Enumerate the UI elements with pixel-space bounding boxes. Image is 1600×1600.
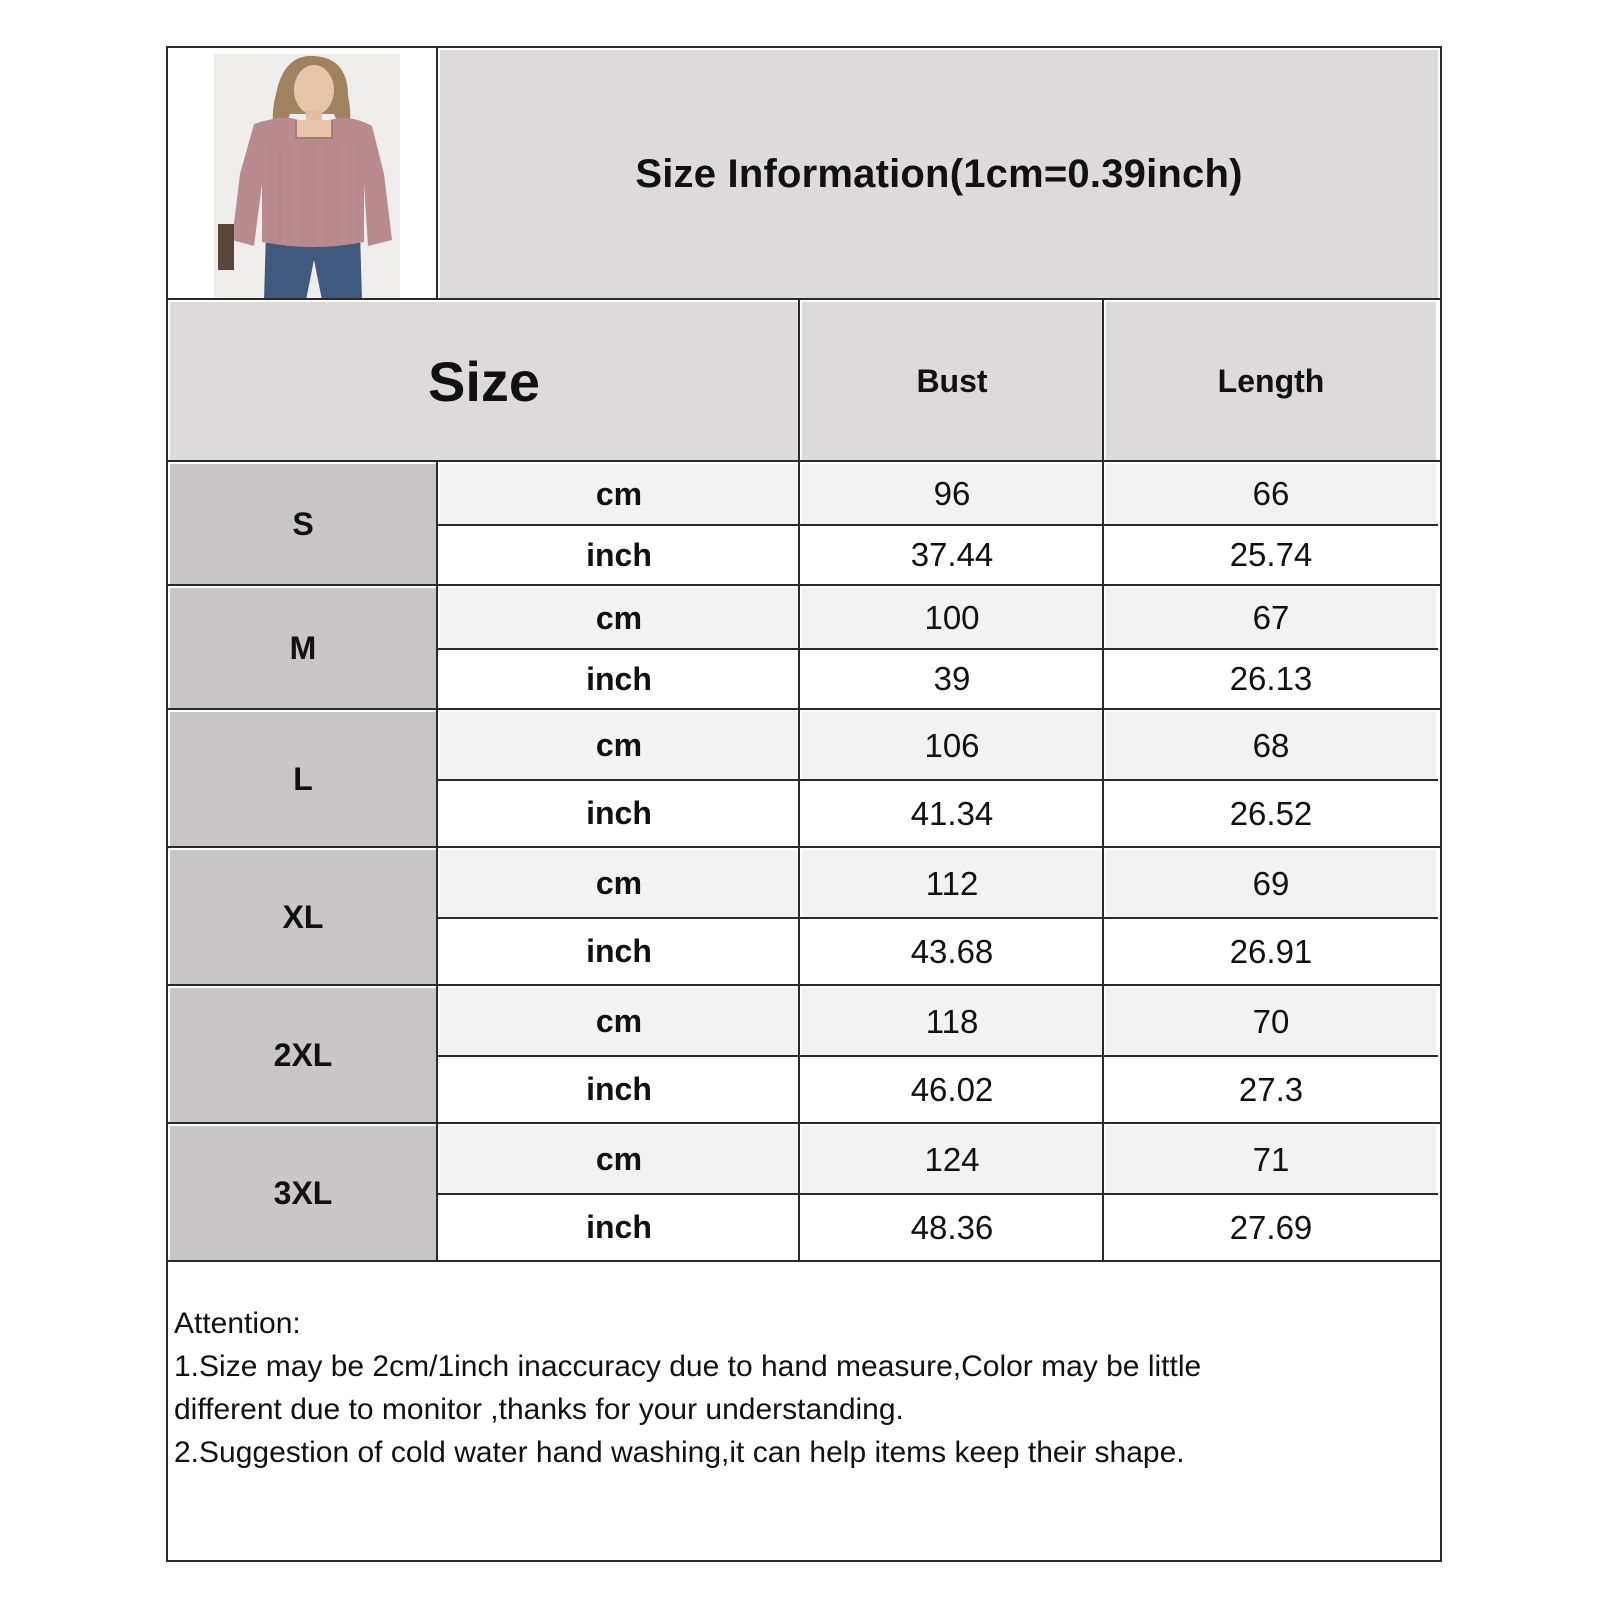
unit-cell-text: inch <box>586 795 652 831</box>
size-label-cell <box>170 850 436 984</box>
bust-column-header <box>802 302 1102 460</box>
group-divider <box>168 1260 1440 1262</box>
row-divider <box>438 524 1438 526</box>
notes-line-1: 1.Size may be 2cm/1inch inaccuracy due to hand measure,Color may be little <box>174 1350 1202 1383</box>
bust-cell-inch <box>802 1195 1102 1260</box>
row-divider <box>438 648 1438 650</box>
length-cell-inch <box>1106 1195 1436 1260</box>
size-header-label: Size <box>427 349 541 413</box>
length-cell-cm <box>1106 464 1436 524</box>
size-label: M <box>289 629 317 666</box>
size-label-cell <box>170 1126 436 1260</box>
unit-cell-text: cm <box>595 1141 643 1177</box>
unit-cell-text: cm <box>595 727 643 763</box>
unit-cell-text: cm <box>595 865 643 901</box>
bust-cell-text: 43.68 <box>910 932 994 970</box>
group-divider <box>168 708 1440 710</box>
length-cell-inch <box>1106 781 1436 846</box>
bust-cell-cm <box>802 464 1102 524</box>
length-cell-text: 27.69 <box>1229 1208 1313 1246</box>
unit-cell-text: inch <box>586 1071 652 1107</box>
unit-cell-text: inch <box>586 1209 652 1245</box>
length-cell-text: 26.52 <box>1229 794 1313 832</box>
unit-cell-inch <box>440 526 798 584</box>
length-cell-cm <box>1106 988 1436 1055</box>
length-header-label: Length <box>1217 362 1325 399</box>
length-cell-inch <box>1106 1057 1436 1122</box>
unit-cell-text: cm <box>595 1003 643 1039</box>
unit-cell-inch <box>440 781 798 846</box>
group-divider <box>168 584 1440 586</box>
bust-cell-inch <box>802 650 1102 708</box>
size-label: L <box>293 760 313 797</box>
bust-cell-cm <box>802 588 1102 648</box>
length-cell-cm <box>1106 588 1436 648</box>
length-cell-text: 27.3 <box>1238 1070 1304 1108</box>
bust-cell-cm <box>802 850 1102 917</box>
size-col-divider <box>436 462 438 1262</box>
bust-cell-inch <box>802 781 1102 846</box>
length-cell-inch <box>1106 919 1436 984</box>
unit-cell-text: inch <box>586 536 652 573</box>
row-divider <box>438 1193 1438 1195</box>
bust-cell-text: 112 <box>925 864 979 902</box>
size-column-header <box>170 302 798 460</box>
length-cell-text: 26.91 <box>1229 932 1313 970</box>
group-divider <box>168 846 1440 848</box>
length-cell-text: 70 <box>1252 1002 1290 1040</box>
bust-cell-inch <box>802 1057 1102 1122</box>
length-cell-inch <box>1106 650 1436 708</box>
size-info-header <box>440 50 1438 298</box>
header-divider <box>168 298 1440 300</box>
length-column-header <box>1106 302 1436 460</box>
length-cell-cm <box>1106 850 1436 917</box>
length-cell-cm <box>1106 712 1436 779</box>
bust-cell-text: 48.36 <box>910 1208 994 1246</box>
bust-cell-text: 100 <box>924 599 980 636</box>
unit-col-divider <box>798 300 800 1262</box>
notes-line-2: different due to monitor ,thanks for your understanding. <box>174 1393 904 1426</box>
bust-header-label: Bust <box>916 362 988 399</box>
unit-cell-text: inch <box>586 933 652 969</box>
bust-cell-text: 118 <box>925 1002 979 1040</box>
unit-cell-cm <box>440 588 798 648</box>
unit-cell-text: cm <box>595 599 643 636</box>
bust-cell-text: 96 <box>933 475 971 512</box>
unit-cell-cm <box>440 464 798 524</box>
unit-cell-text: inch <box>586 660 652 697</box>
row-divider <box>438 779 1438 781</box>
length-cell-inch <box>1106 526 1436 584</box>
size-label-cell <box>170 988 436 1122</box>
size-info-title: Size Information(1cm=0.39inch) <box>635 151 1243 196</box>
size-label: S <box>292 505 314 542</box>
bust-cell-cm <box>802 712 1102 779</box>
size-label: 3XL <box>273 1174 333 1211</box>
bust-cell-text: 41.34 <box>910 794 994 832</box>
unit-cell-cm <box>440 1126 798 1193</box>
column-header-divider <box>168 460 1440 462</box>
length-cell-text: 66 <box>1252 475 1290 512</box>
size-chart <box>166 46 1442 1562</box>
unit-cell-cm <box>440 988 798 1055</box>
bust-cell-inch <box>802 919 1102 984</box>
length-cell-text: 25.74 <box>1229 536 1313 573</box>
bust-cell-inch <box>802 526 1102 584</box>
photo-divider <box>436 48 438 300</box>
bust-col-divider <box>1102 300 1104 1262</box>
group-divider <box>168 1122 1440 1124</box>
length-cell-text: 69 <box>1252 864 1290 902</box>
unit-cell-inch <box>440 1195 798 1260</box>
size-label: 2XL <box>273 1036 333 1073</box>
size-label-cell <box>170 464 436 584</box>
length-cell-text: 26.13 <box>1229 660 1313 697</box>
unit-cell-inch <box>440 1057 798 1122</box>
unit-cell-inch <box>440 919 798 984</box>
size-label-cell <box>170 588 436 708</box>
bust-cell-text: 39 <box>933 660 971 697</box>
length-cell-text: 67 <box>1252 599 1290 636</box>
unit-cell-inch <box>440 650 798 708</box>
unit-cell-text: cm <box>595 475 643 512</box>
bust-cell-cm <box>802 988 1102 1055</box>
unit-cell-cm <box>440 850 798 917</box>
size-label: XL <box>282 898 324 935</box>
length-cell-text: 71 <box>1252 1140 1290 1178</box>
bust-cell-text: 124 <box>924 1140 980 1178</box>
model-wearing-top-image <box>214 54 400 300</box>
product-photo <box>214 54 400 300</box>
size-label-cell <box>170 712 436 846</box>
group-divider <box>168 984 1440 986</box>
notes-heading: Attention: <box>174 1307 301 1340</box>
row-divider <box>438 1055 1438 1057</box>
bust-cell-text: 37.44 <box>910 536 994 573</box>
row-divider <box>438 917 1438 919</box>
bust-cell-text: 46.02 <box>910 1070 994 1108</box>
length-cell-text: 68 <box>1252 726 1290 764</box>
bust-cell-text: 106 <box>924 726 980 764</box>
length-cell-cm <box>1106 1126 1436 1193</box>
attention-notes <box>174 1302 1424 1474</box>
unit-cell-cm <box>440 712 798 779</box>
bust-cell-cm <box>802 1126 1102 1193</box>
notes-line-3: 2.Suggestion of cold water hand washing,it can help items keep their shape. <box>174 1436 1185 1469</box>
